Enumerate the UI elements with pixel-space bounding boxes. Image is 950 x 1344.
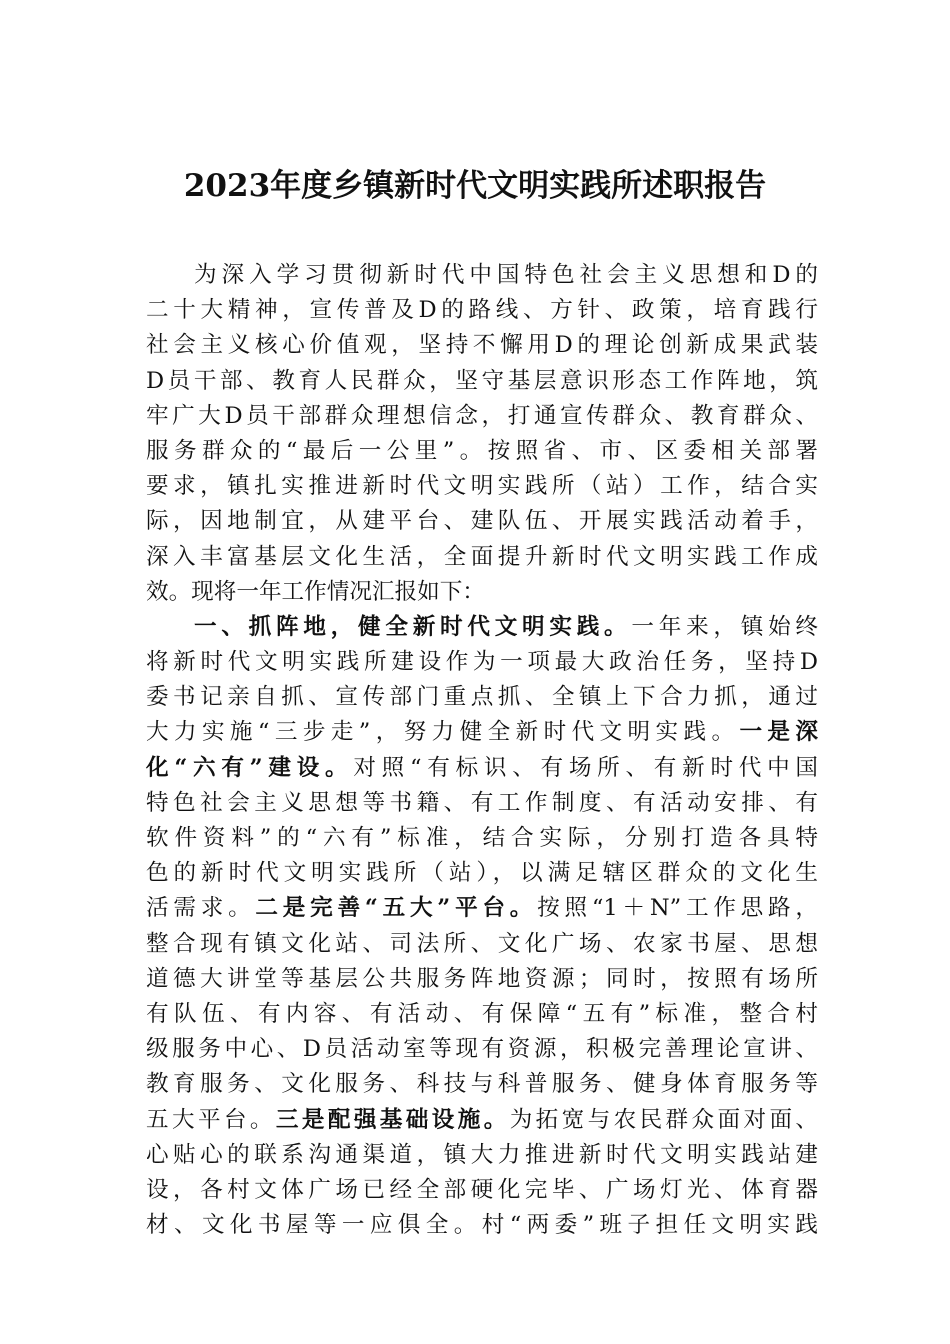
body-text-segment: 心贴心的联系沟通渠道，镇大力推进新时代文明实践站建 (146, 1141, 818, 1168)
body-line (146, 645, 818, 680)
body-text-segment: 整合现有镇文化站、司法所、文化广场、农家书屋、思想 (146, 930, 818, 957)
body-text-segment: 按照“1＋N”工作思路， (537, 895, 818, 922)
body-text-segment: 道德大讲堂等基层公共服务阵地资源；同时，按照有场所 (146, 965, 818, 992)
bold-heading-text: 一、抓阵地，健全新时代文明实践。 (194, 613, 632, 640)
body-text-segment: 要求，镇扎实推进新时代文明实践所（站）工作，结合实 (146, 473, 818, 500)
body-line (146, 927, 818, 962)
body-line (146, 997, 818, 1032)
body-text-segment: 委书记亲自抓、宣传部门重点抓、全镇上下合力抓，通过 (146, 684, 818, 711)
body-line (146, 504, 818, 539)
body-text-segment: 教育服务、文化服务、科技与科普服务、健身体育服务等 (146, 1071, 818, 1098)
body-text-segment: 为深入学习贯彻新时代中国特色社会主义思想和D的 (194, 262, 818, 288)
body-line (146, 1173, 818, 1208)
document-title: 2023年度乡镇新时代文明实践所述职报告 (183, 168, 767, 204)
bold-heading-text: 二是完善“五大”平台。 (255, 895, 538, 922)
body-line (146, 469, 818, 504)
body-text-segment: 深入丰富基层文化生活，全面提升新时代文明实践工作成 (146, 543, 818, 570)
body-text-segment: 社会主义核心价值观，坚持不懈用D的理论创新成果武装 (146, 332, 818, 359)
document-body (146, 258, 818, 1243)
bold-heading-text: 化“六有”建设。 (146, 754, 354, 781)
body-text-segment: 为拓宽与农民群众面对面、 (509, 1106, 819, 1133)
body-text-segment: 二十大精神，宣传普及D的路线、方针、政策，培育践行 (146, 297, 818, 324)
body-line (146, 293, 818, 328)
bold-heading-text: 一是深 (739, 719, 819, 746)
body-text-segment: 特色社会主义思想等书籍、有工作制度、有活动安排、有 (146, 789, 818, 816)
body-line (146, 610, 818, 645)
body-line (146, 540, 818, 575)
body-line (146, 328, 818, 363)
body-line (146, 680, 818, 715)
body-text-segment: 材、文化书屋等一应俱全。村“两委”班子担任文明实践 (146, 1212, 818, 1239)
body-line (146, 1032, 818, 1067)
body-line (146, 891, 818, 926)
body-text-segment: 将新时代文明实践所建设作为一项最大政治任务，坚持D (146, 649, 818, 676)
body-line (146, 1138, 818, 1173)
body-text-segment: 对照“有标识、有场所、有新时代中国 (353, 754, 818, 781)
body-text-segment: 大力实施“三步走”，努力健全新时代文明实践。 (146, 719, 740, 746)
body-text-segment: 服务群众的“最后一公里”。按照省、市、区委相关部署 (146, 437, 818, 464)
body-line (146, 1067, 818, 1102)
body-text-segment: 际，因地制宜，从建平台、建队伍、开展实践活动着手， (146, 508, 818, 535)
body-line (146, 856, 818, 891)
body-text-segment: 牢广大D员干部群众理想信念，打通宣传群众、教育群众、 (146, 402, 818, 429)
body-line (146, 258, 818, 293)
body-line (146, 399, 818, 434)
body-text-segment: 活需求。 (146, 895, 256, 922)
body-text-segment: D员干部、教育人民群众，坚守基层意识形态工作阵地，筑 (146, 367, 818, 394)
body-text-segment: 色的新时代文明实践所（站），以满足辖区群众的文化生 (146, 860, 818, 887)
body-text-segment: 设，各村文体广场已经全部硬化完毕、广场灯光、体育器 (146, 1176, 818, 1203)
body-text-segment: 五大平台。 (146, 1106, 276, 1133)
body-line (146, 364, 818, 399)
body-text-segment: 有队伍、有内容、有活动、有保障“五有”标准，整合村 (146, 1000, 818, 1027)
body-text-segment: 级服务中心、D员活动室等现有资源，积极完善理论宣讲、 (146, 1036, 818, 1063)
body-text-segment: 效。现将一年工作情况汇报如下： (146, 578, 485, 605)
body-line (146, 1208, 818, 1243)
body-line (146, 821, 818, 856)
body-line (146, 575, 818, 610)
body-line (146, 751, 818, 786)
body-line (146, 434, 818, 469)
body-line (146, 1103, 818, 1138)
body-line (146, 786, 818, 821)
bold-heading-text: 三是配强基础设施。 (275, 1106, 510, 1133)
body-text-segment: 一年来，镇始终 (631, 613, 819, 640)
body-line (146, 962, 818, 997)
body-line (146, 715, 818, 750)
body-text-segment: 软件资料”的“六有”标准，结合实际，分别打造各具特 (146, 825, 818, 851)
